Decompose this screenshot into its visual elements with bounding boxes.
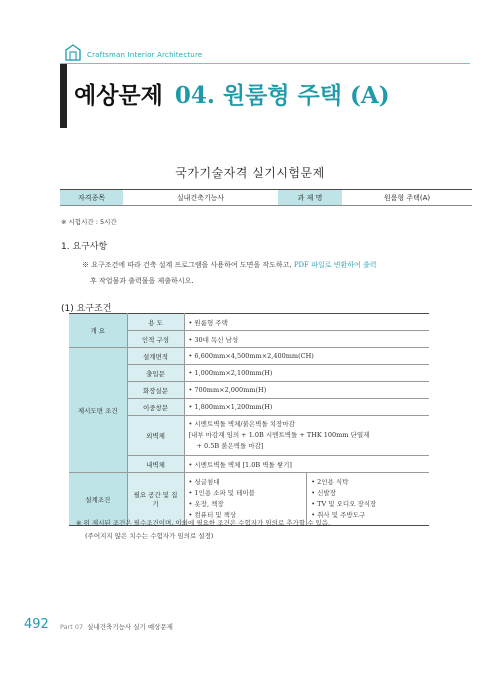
note-line-1: ※ 위 제시된 조건은 필수조건이며, 이외에 필요한 조건은 수험자가 임의로 추가할 수 있음.: [76, 519, 331, 527]
label-people: 인적 구성: [127, 331, 184, 348]
header-subtitle: Craftsman Interior Architecture: [87, 51, 203, 59]
building-logo-icon: [64, 44, 82, 61]
footer-part: Part 07: [60, 623, 84, 631]
label-door: 출입문: [127, 365, 184, 382]
para-highlight: PDF 파일로 변환하여 출력: [293, 261, 377, 269]
wall-line-2: [내부 마감재 임의 + 1.0B 시멘트벽돌 + THK 100mm 단열재: [188, 431, 370, 439]
list-item: • 2인용 식탁: [311, 478, 349, 486]
label-interior-wall: 내벽체: [127, 456, 184, 473]
category-overview: 개 요: [69, 314, 127, 348]
title-number: 04. 원룸형 주택 (A): [174, 82, 390, 109]
label-bath-door: 화장실문: [127, 382, 184, 399]
list-item: • 취사 및 주방도구: [311, 511, 366, 519]
list-item: • 컴퓨터 및 책상: [188, 511, 237, 519]
para-line1: ※ 요구조건에 따라 건축 설계 프로그램을 사용하여 도면을 작도하고,: [82, 261, 292, 269]
footer-text: [60, 622, 173, 631]
label-window: 이중창문: [127, 399, 184, 416]
para-line2: 후 작업물과 출력물을 제출하시오.: [90, 277, 194, 285]
value-exterior-wall: [184, 416, 429, 456]
value-interior-wall: • 시멘트벽돌 벽체 [1.0B 벽돌 쌓기]: [184, 456, 429, 473]
value-use: • 원룸형 주택: [184, 314, 429, 331]
info-table: [60, 189, 472, 206]
category-design: 설계조건: [69, 473, 127, 526]
list-item: • 옷장, 책장: [188, 500, 224, 508]
footer-title: 실내건축기능사 실기 예상문제: [87, 623, 173, 631]
exam-title: 국가기술자격 실기시험문제: [175, 166, 325, 180]
label-exterior-wall: 외벽체: [127, 416, 184, 456]
value-window: • 1,800mm×1,200mm(H): [184, 399, 429, 416]
section-heading-conditions: (1) 요구조건: [61, 304, 112, 314]
note-line-2: (주어지지 않은 치수는 수험자가 임의로 설정): [85, 532, 214, 540]
list-item: • 1인용 소파 및 테이블: [188, 489, 255, 497]
category-drawing: 제시도면 조건: [69, 348, 127, 473]
conditions-table: [69, 313, 429, 526]
list-item: • 싱글침대: [188, 478, 220, 486]
table-row: [69, 314, 429, 331]
section-heading-requirements: 1. 요구사항: [61, 242, 108, 252]
wall-line-1: • 시멘트벽돌 벽체/붉은벽돌 치장마감: [188, 420, 295, 428]
page-title: [74, 77, 390, 110]
list-item: • TV 및 오디오 장식장: [311, 500, 377, 508]
info-value-subject: 실내건축기능사: [176, 193, 225, 202]
value-area: • 6,600mm×4,500mm×2,400mm(CH): [184, 348, 429, 365]
header-bar: [60, 64, 67, 128]
value-door: • 1,000mm×2,100mm(H): [184, 365, 429, 382]
label-area: 설계면적: [127, 348, 184, 365]
footnote: [76, 517, 330, 543]
title-main: 예상문제: [74, 82, 163, 109]
value-bath-door: • 700mm×2,000mm(H): [184, 382, 429, 399]
value-people: • 30대 독신 남성: [184, 331, 429, 348]
label-use: 용 도: [127, 314, 184, 331]
requirements-paragraph: [82, 257, 472, 289]
label-spaces-furniture: 필요 공간 및 집기: [127, 473, 184, 526]
info-value-task: 원룸형 주택(A): [383, 193, 431, 202]
table-row: [69, 348, 429, 365]
exam-time-note: ※ 시험시간 : 5시간: [61, 218, 117, 226]
header-rule: [60, 63, 470, 64]
wall-line-3: + 0.5B 붉은벽돌 마감]: [196, 442, 264, 450]
info-label-task: 과 제 명: [278, 190, 342, 205]
page-number: 492: [24, 617, 49, 632]
info-label-subject: 자격종목: [60, 190, 123, 205]
list-item: • 신발장: [311, 489, 336, 497]
